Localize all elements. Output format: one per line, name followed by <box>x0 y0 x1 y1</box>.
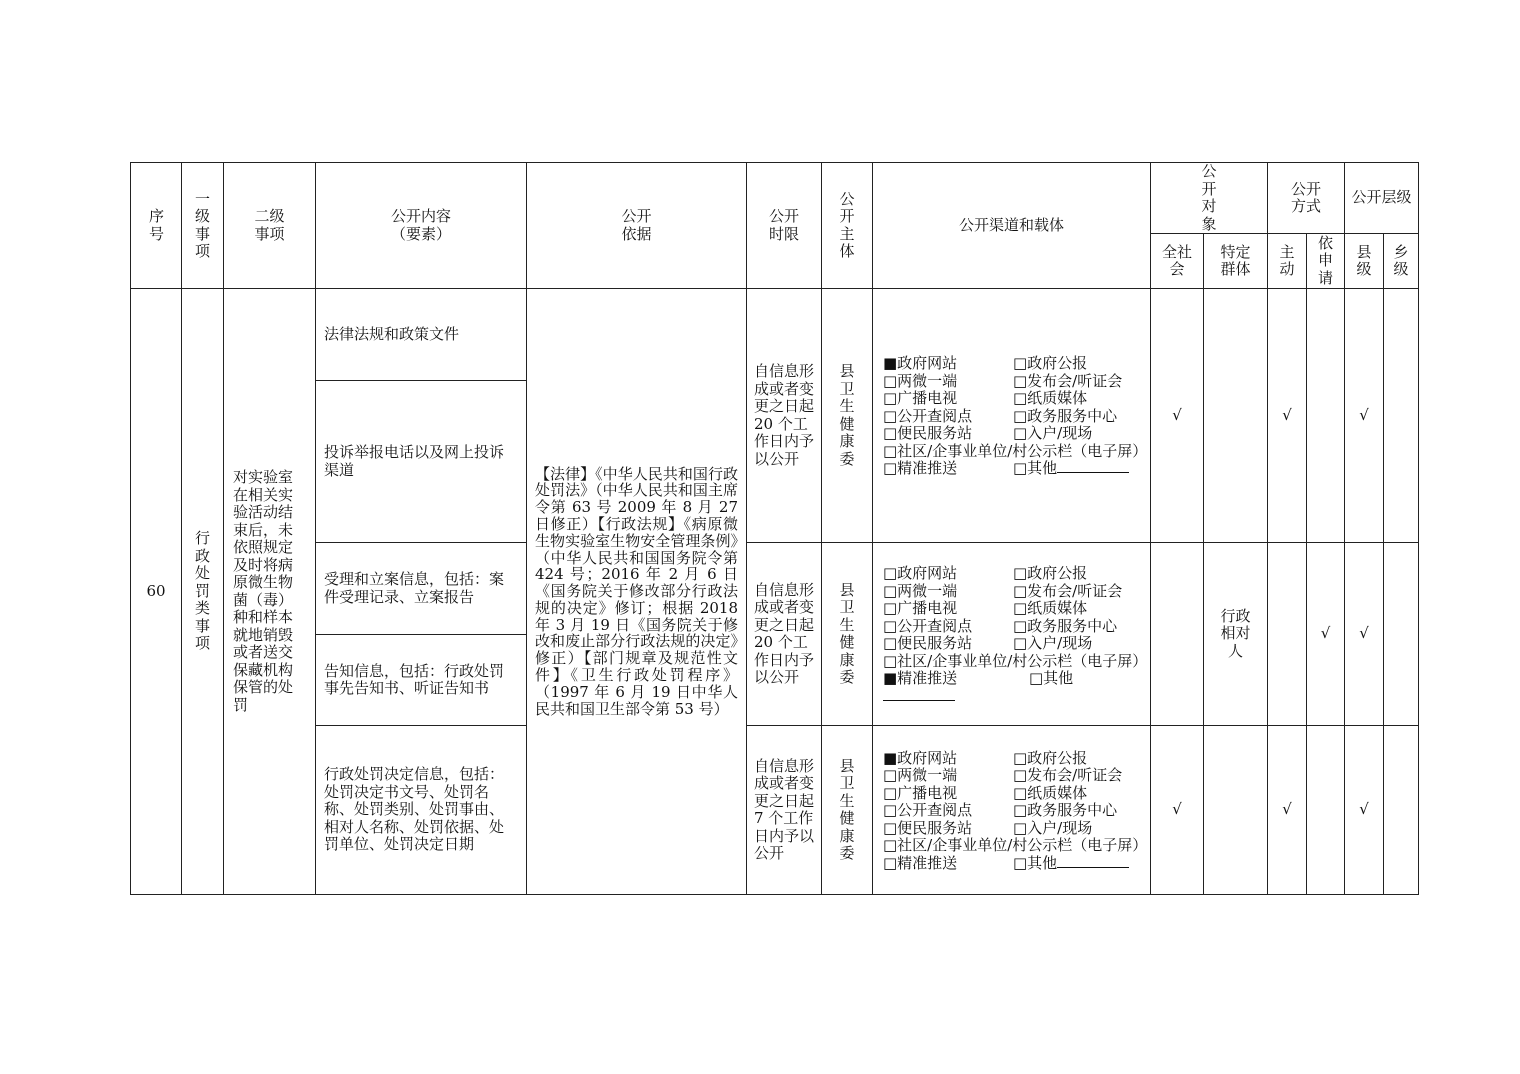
channel-blank-wrap <box>883 688 1142 706</box>
mode-apply-check <box>1307 289 1345 543</box>
channel-option-other-wrap <box>1013 855 1142 873</box>
channel-option: □公开查阅点 <box>883 801 973 820</box>
channel-option: □政务服务中心 <box>1013 406 1118 425</box>
channel-option: □公开查阅点 <box>883 616 973 635</box>
channel-option: □政务服务中心 <box>1013 616 1118 635</box>
header-level1: 一级事项 <box>182 163 224 289</box>
channel-option-community: □社区/企事业单位/村公示栏（电子屏） <box>883 651 1148 670</box>
channel-option: □政府公报 <box>1013 354 1088 373</box>
mode-apply-check <box>1307 726 1345 895</box>
header-level-town: 乡级 <box>1384 234 1419 289</box>
disclosure-table <box>130 162 1419 895</box>
channel-option: □公开查阅点 <box>883 406 973 425</box>
header-target-specific: 特定群体 <box>1204 234 1268 289</box>
channel-option: □入户/现场 <box>1013 424 1093 443</box>
target-all-check: √ <box>1151 726 1204 895</box>
channel-option: □纸质媒体 <box>1013 599 1088 617</box>
header-mode: 公开方式 <box>1268 163 1345 234</box>
header-subject: 公开主体 <box>822 163 873 289</box>
channel-list <box>873 726 1151 895</box>
row-level1: 行政处罚类事项 <box>182 289 224 895</box>
header-channel: 公开渠道和载体 <box>873 163 1151 289</box>
target-all-check: √ <box>1151 289 1204 543</box>
blank-line <box>1057 855 1129 868</box>
channel-option-push: □精准推送 <box>883 853 958 872</box>
channel-option: □政府公报 <box>1013 748 1088 767</box>
channel-option: □两微一端 <box>883 766 958 785</box>
blank-line <box>1057 460 1129 473</box>
channel-list <box>873 289 1151 543</box>
level-county-check: √ <box>1345 726 1384 895</box>
channel-option: □政府公报 <box>1013 564 1088 582</box>
target-specific: 行政相对人 <box>1204 543 1268 726</box>
header-level2: 二级事项 <box>224 163 316 289</box>
time-limit: 自信息形成或者变更之日起 7 个工作日内予以公开 <box>747 726 822 895</box>
channel-option: □入户/现场 <box>1013 818 1093 837</box>
header-target: 公开对象 <box>1151 163 1268 234</box>
channel-option: □广播电视 <box>883 389 958 408</box>
subject: 县卫生健康委 <box>822 726 873 895</box>
mode-active-check <box>1268 543 1307 726</box>
level-town-check <box>1384 726 1419 895</box>
header-target-all: 全社会 <box>1151 234 1204 289</box>
time-limit: 自信息形成或者变更之日起 20 个工作日内予以公开 <box>747 543 822 726</box>
header-level: 公开层级 <box>1345 163 1419 234</box>
row-basis: 【法律】《中华人民共和国行政处罚法》（中华人民共和国主席令第 63 号 2009 年 8 月 27 日修正）【行政法规】《病原微生物实验室生物安全管理条例》（中华人民共和国国务院令第 424 号；2016 年 2 月 6 日《国务院关于修改部分行政法规的决定》修订；根据 2018 年 3 月 19 日《国务院关于修改和废止部分行政法规的决定》修正）【部门规章及规范性文件】《卫生行政处罚程序》（1997 年 6 月 19 日中华人民共和国卫生部令第 53 号） <box>527 289 747 895</box>
content-item: 投诉举报电话以及网上投诉渠道 <box>316 381 527 543</box>
content-item: 告知信息，包括：行政处罚事先告知书、听证告知书 <box>316 635 527 726</box>
channel-option: □纸质媒体 <box>1013 783 1088 802</box>
channel-option: ■政府网站 <box>883 748 958 767</box>
mode-apply-check: √ <box>1307 543 1345 726</box>
target-all-check <box>1151 543 1204 726</box>
channel-option: □入户/现场 <box>1013 634 1093 652</box>
channel-option-other: □其他 <box>1013 459 1058 478</box>
content-item: 受理和立案信息，包括：案件受理记录、立案报告 <box>316 543 527 635</box>
channel-option: □便民服务站 <box>883 818 973 837</box>
channel-option-push: □精准推送 <box>883 459 958 478</box>
level-town-check <box>1384 543 1419 726</box>
channel-option: □便民服务站 <box>883 634 973 652</box>
row-seq: 60 <box>131 289 182 895</box>
channel-option-community: □社区/企事业单位/村公示栏（电子屏） <box>883 836 1148 855</box>
channel-option-push: ■精准推送 <box>883 669 958 687</box>
channel-option: □发布会/听证会 <box>1013 581 1123 600</box>
subject: 县卫生健康委 <box>822 543 873 726</box>
target-specific <box>1204 289 1268 543</box>
header-content: 公开内容（要素） <box>316 163 527 289</box>
target-specific <box>1204 726 1268 895</box>
channel-option: □纸质媒体 <box>1013 389 1088 408</box>
content-item: 行政处罚决定信息，包括：处罚决定书文号、处罚名称、处罚类别、处罚事由、相对人名称、处罚依据、处罚单位、处罚决定日期 <box>316 726 527 895</box>
channel-list <box>873 543 1151 726</box>
channel-option: □发布会/听证会 <box>1013 766 1123 785</box>
header-mode-apply: 依申请 <box>1307 234 1345 289</box>
level-county-check: √ <box>1345 543 1384 726</box>
header-basis: 公开依据 <box>527 163 747 289</box>
mode-active-check: √ <box>1268 289 1307 543</box>
channel-option: □发布会/听证会 <box>1013 371 1123 390</box>
level-county-check: √ <box>1345 289 1384 543</box>
blank-line <box>883 690 955 701</box>
mode-active-check: √ <box>1268 726 1307 895</box>
channel-option: ■政府网站 <box>883 354 958 373</box>
subject: 县卫生健康委 <box>822 289 873 543</box>
channel-option: □政府网站 <box>883 564 958 582</box>
channel-option-other: □其他 <box>1029 669 1074 687</box>
header-time-limit: 公开时限 <box>747 163 822 289</box>
channel-option: □两微一端 <box>883 371 958 390</box>
channel-option: □政务服务中心 <box>1013 801 1118 820</box>
content-item: 法律法规和政策文件 <box>316 289 527 381</box>
header-mode-active: 主动 <box>1268 234 1307 289</box>
channel-option: □便民服务站 <box>883 424 973 443</box>
time-limit: 自信息形成或者变更之日起 20 个工作日内予以公开 <box>747 289 822 543</box>
level-town-check <box>1384 289 1419 543</box>
channel-option: □广播电视 <box>883 783 958 802</box>
channel-option-other-wrap <box>1013 460 1142 478</box>
header-level-county: 县级 <box>1345 234 1384 289</box>
channel-option: □两微一端 <box>883 581 958 600</box>
channel-option-other: □其他 <box>1013 853 1058 872</box>
channel-option-community: □社区/企事业单位/村公示栏（电子屏） <box>883 441 1148 460</box>
row-level2: 对实验室在相关实验活动结束后，未依照规定及时将病原微生物菌（毒）种和样本就地销毁或者送交保藏机构保管的处罚 <box>224 289 316 895</box>
channel-option: □广播电视 <box>883 599 958 617</box>
header-seq: 序号 <box>131 163 182 289</box>
